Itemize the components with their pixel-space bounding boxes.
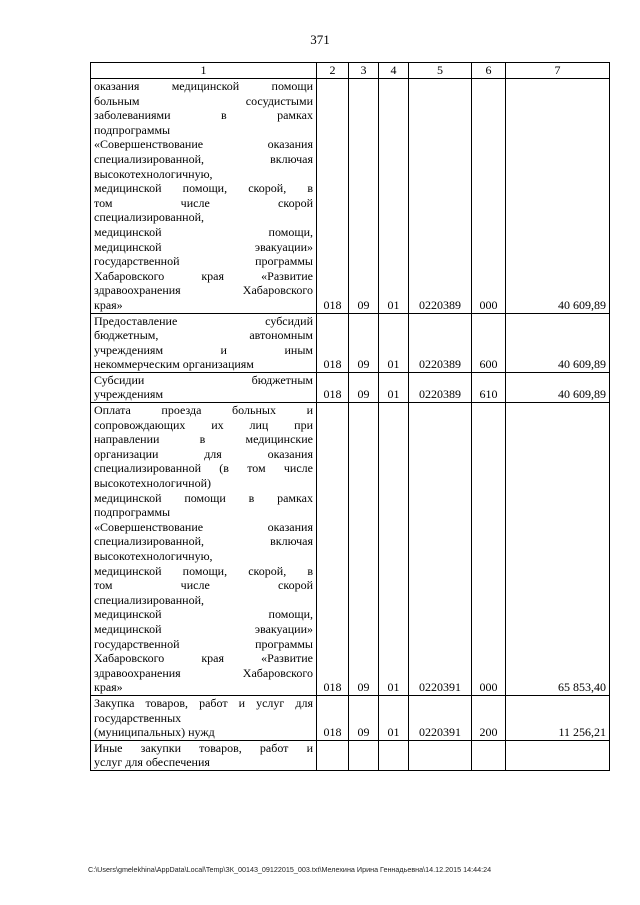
description-line: организации для оказания <box>94 446 313 461</box>
cell-ministry-code: 018 <box>317 695 349 740</box>
cell-expense-type: 200 <box>472 695 506 740</box>
cell-amount: 40 609,89 <box>506 313 610 372</box>
column-header: 2 <box>317 63 349 79</box>
description-line: Предоставление субсидий <box>94 313 313 328</box>
description-line: края» <box>94 297 123 312</box>
column-header: 1 <box>91 63 317 79</box>
description-line: специализированной, включая <box>94 151 313 166</box>
description-line: бюджетным, автономным <box>94 328 313 343</box>
cell-expense-type: 600 <box>472 313 506 372</box>
column-header: 3 <box>349 63 379 79</box>
column-header: 5 <box>409 63 472 79</box>
description-line: Закупка товаров, работ и услуг для <box>94 695 313 710</box>
cell-expense-type: 610 <box>472 372 506 402</box>
column-header: 6 <box>472 63 506 79</box>
description-line: оказания медицинской помощи <box>94 79 313 93</box>
table-row <box>91 372 610 402</box>
cell-ministry-code <box>317 740 349 770</box>
cell-expense-type: 000 <box>472 79 506 314</box>
cell-ministry-code: 018 <box>317 403 349 696</box>
description-line: медицинской помощи, скорой, в <box>94 563 313 578</box>
cell-target-article <box>409 740 472 770</box>
cell-ministry-code: 018 <box>317 313 349 372</box>
row-description <box>91 403 317 696</box>
budget-table <box>90 62 610 771</box>
description-line: здравоохранения Хабаровского <box>94 283 313 298</box>
description-line: «Совершенствование оказания <box>94 519 313 534</box>
cell-subsection-code: 01 <box>379 695 409 740</box>
description-line: учреждениям <box>94 387 164 402</box>
description-line: государственной программы <box>94 636 313 651</box>
cell-subsection-code: 01 <box>379 313 409 372</box>
cell-amount <box>506 740 610 770</box>
cell-subsection-code: 01 <box>379 372 409 402</box>
description-line: больным сосудистыми <box>94 93 313 108</box>
description-line: высокотехнологичной) <box>94 476 211 491</box>
cell-section-code: 09 <box>349 372 379 402</box>
description-line: края» <box>94 680 123 695</box>
cell-ministry-code: 018 <box>317 372 349 402</box>
description-line: Оплата проезда больных и <box>94 403 313 418</box>
cell-amount: 65 853,40 <box>506 403 610 696</box>
description-line: подпрограммы <box>94 122 171 137</box>
cell-section-code: 09 <box>349 695 379 740</box>
description-line: специализированной (в том числе <box>94 461 313 476</box>
table-row <box>91 740 610 770</box>
cell-target-article: 0220391 <box>409 695 472 740</box>
description-line: специализированной, <box>94 592 205 607</box>
table-row <box>91 403 610 696</box>
cell-subsection-code: 01 <box>379 403 409 696</box>
description-line: заболеваниями в рамках <box>94 108 313 123</box>
description-line: здравоохранения Хабаровского <box>94 665 313 680</box>
description-line: Иные закупки товаров, работ и <box>94 740 313 755</box>
cell-amount: 40 609,89 <box>506 79 610 314</box>
cell-target-article: 0220391 <box>409 403 472 696</box>
cell-section-code <box>349 740 379 770</box>
row-description <box>91 313 317 372</box>
cell-section-code: 09 <box>349 313 379 372</box>
description-line: медицинской помощи в рамках <box>94 490 313 505</box>
description-line: высокотехнологичную, <box>94 549 213 563</box>
description-line: учреждениям и иным <box>94 342 313 357</box>
description-line: государственной программы <box>94 254 313 269</box>
description-line: сопровождающих их лиц при <box>94 417 313 432</box>
file-path-footer: C:\Users\gmelekhina\AppData\Local\Temp\ЗК_00143_09122015_003.txt\Мелехина Ирина Геннадьевна\14.12.2015 14:44:24 <box>88 865 492 874</box>
row-description <box>91 740 317 770</box>
column-header: 4 <box>379 63 409 79</box>
description-line: Хабаровского края «Развитие <box>94 268 313 283</box>
description-line: медицинской помощи, скорой, в <box>94 181 313 196</box>
cell-section-code: 09 <box>349 79 379 314</box>
description-line: том числе скорой <box>94 195 313 210</box>
description-line: медицинской эвакуации» <box>94 621 313 636</box>
row-description <box>91 79 317 314</box>
cell-section-code: 09 <box>349 403 379 696</box>
description-line: медицинской помощи, <box>94 224 313 239</box>
page-number: 371 <box>310 32 330 47</box>
cell-subsection-code: 01 <box>379 79 409 314</box>
description-line: том числе скорой <box>94 578 313 593</box>
description-line: «Совершенствование оказания <box>94 137 313 152</box>
cell-subsection-code <box>379 740 409 770</box>
column-header: 7 <box>506 63 610 79</box>
description-line: услуг для обеспечения <box>94 755 210 770</box>
cell-expense-type <box>472 740 506 770</box>
description-line: Субсидии бюджетным <box>94 372 313 387</box>
row-description <box>91 372 317 402</box>
description-line: государственных <box>94 710 182 725</box>
description-line: (муниципальных) нужд <box>94 725 215 740</box>
description-line: медицинской эвакуации» <box>94 239 313 254</box>
cell-target-article: 0220389 <box>409 79 472 314</box>
cell-ministry-code: 018 <box>317 79 349 314</box>
table-row <box>91 695 610 740</box>
description-line: высокотехнологичную, <box>94 166 213 181</box>
cell-amount: 11 256,21 <box>506 695 610 740</box>
cell-amount: 40 609,89 <box>506 372 610 402</box>
cell-expense-type: 000 <box>472 403 506 696</box>
description-line: направлении в медицинские <box>94 432 313 447</box>
cell-target-article: 0220389 <box>409 372 472 402</box>
description-line: некоммерческим организациям <box>94 357 254 372</box>
description-line: специализированной, <box>94 210 205 225</box>
description-line: подпрограммы <box>94 505 171 520</box>
cell-target-article: 0220389 <box>409 313 472 372</box>
description-line: медицинской помощи, <box>94 607 313 622</box>
row-description <box>91 695 317 740</box>
table-row <box>91 313 610 372</box>
table-header-row <box>91 63 610 79</box>
description-line: Хабаровского края «Развитие <box>94 651 313 666</box>
table-row <box>91 79 610 314</box>
description-line: специализированной, включая <box>94 534 313 549</box>
